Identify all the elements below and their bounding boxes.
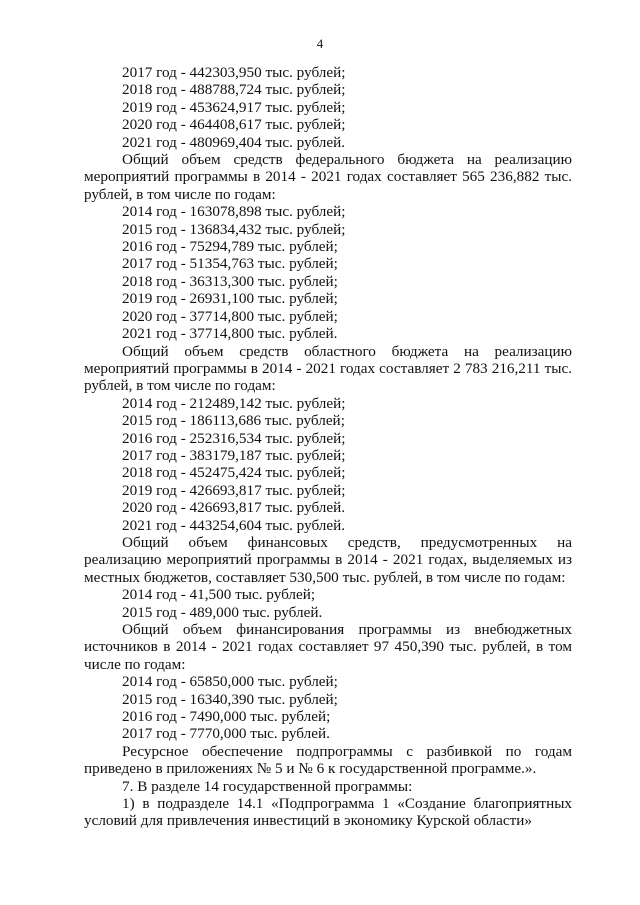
year-line: 2021 год - 480969,404 тыс. рублей.: [122, 133, 346, 151]
page-number: 4: [316, 36, 324, 51]
year-line: 2021 год - 443254,604 тыс. рублей.: [122, 516, 346, 534]
year-line: 2020 год - 426693,817 тыс. рублей.: [122, 499, 346, 517]
year-line: 2019 год - 426693,817 тыс. рублей;: [122, 481, 346, 499]
year-line: 2017 год - 7770,000 тыс. рублей.: [122, 725, 330, 743]
year-line: 2021 год - 37714,800 тыс. рублей.: [122, 325, 338, 343]
year-line: 2018 год - 36313,300 тыс. рублей;: [122, 272, 338, 290]
year-line: 2014 год - 163078,898 тыс. рублей;: [122, 203, 346, 221]
year-line: 2016 год - 7490,000 тыс. рублей;: [122, 708, 331, 726]
paragraph: 7. В разделе 14 государственной программы:: [122, 777, 413, 795]
year-line: 2020 год - 37714,800 тыс. рублей;: [122, 307, 338, 325]
year-line: 2014 год - 41,500 тыс. рублей;: [122, 586, 316, 604]
year-line: 2018 год - 488788,724 тыс. рублей;: [122, 81, 346, 99]
paragraph: Общий объем финансовых средств, предусмотренных на реализацию мероприятий программы в 2014 - 2021 годах, выделяемых из местных бюджетов, составляет 530,500 тыс. рублей, в том числе по годам:: [84, 533, 572, 586]
paragraph: Ресурсное обеспечение подпрограммы с разбивкой по годам приведено в приложениях № 5 и № 6 к государственной программе.».: [84, 742, 572, 778]
paragraph: Общий объем финансирования программы из внебюджетных источников в 2014 - 2021 годах составляет 97 450,390 тыс. рублей, в том числе по годам:: [84, 621, 572, 673]
year-line: 2015 год - 489,000 тыс. рублей.: [122, 603, 323, 621]
year-line: 2014 год - 212489,142 тыс. рублей;: [122, 394, 346, 412]
year-line: 2014 год - 65850,000 тыс. рублей;: [122, 673, 338, 691]
year-line: 2019 год - 453624,917 тыс. рублей;: [122, 98, 346, 116]
year-line: 2016 год - 75294,789 тыс. рублей;: [122, 238, 338, 256]
year-line: 2015 год - 16340,390 тыс. рублей;: [122, 690, 338, 708]
year-line: 2017 год - 51354,763 тыс. рублей;: [122, 255, 338, 273]
year-line: 2017 год - 383179,187 тыс. рублей;: [122, 446, 346, 464]
year-line: 2015 год - 136834,432 тыс. рублей;: [122, 220, 346, 238]
year-line: 2020 год - 464408,617 тыс. рублей;: [122, 116, 346, 134]
document-body: [84, 64, 572, 830]
year-line: 2016 год - 252316,534 тыс. рублей;: [122, 429, 346, 447]
year-line: 2019 год - 26931,100 тыс. рублей;: [122, 290, 338, 308]
year-line: 2015 год - 186113,686 тыс. рублей;: [122, 412, 345, 430]
paragraph: Общий объем средств федерального бюджета на реализацию мероприятий программы в 2014 - 2021 годах составляет 565 236,882 тыс. рублей, в том числе по годам:: [84, 151, 572, 203]
paragraph: Общий объем средств областного бюджета на реализацию мероприятий программы в 2014 - 2021 годах составляет 2 783 216,211 тыс. рублей, в том числе по годам:: [84, 342, 572, 395]
paragraph: 1) в подразделе 14.1 «Подпрограмма 1 «Создание благоприятных условий для привлечения инвестиций в экономику Курской области»: [84, 795, 572, 830]
year-line: 2018 год - 452475,424 тыс. рублей;: [122, 464, 346, 482]
year-line: 2017 год - 442303,950 тыс. рублей;: [122, 64, 346, 81]
